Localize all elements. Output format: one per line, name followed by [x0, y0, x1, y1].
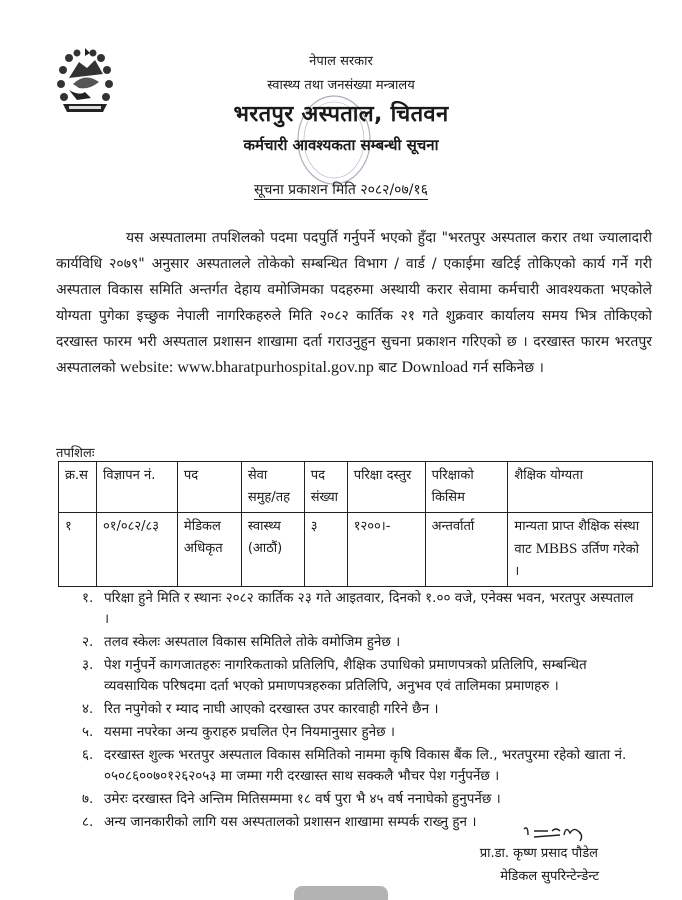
col-header-ad-no: विज्ञापन नं. — [96, 462, 177, 513]
note-item — [82, 632, 642, 653]
website-link[interactable]: website: www.bharatpurhospital.gov.np — [120, 359, 374, 376]
note-number: ३. — [82, 657, 94, 673]
qualification-degree: MBBS — [535, 541, 578, 557]
publish-date-text: सूचना प्रकाशन मिति २०८२/०७/१६ — [253, 182, 428, 198]
note-text: पेश गर्नुपर्ने कागजातहरुः नागरिकताको प्रतिलिपि, शैक्षिक उपाधिको प्रमाणपत्रको प्रतिलिपि, सम्बन्धित व्यवसायिक परिषदमा दर्ता भएको प्रमाणपत्रहरुका प्रतिलिपि, अनुभव एवं तालिमका प्रमाणहरु । — [104, 657, 587, 694]
note-text: दरखास्त शुल्क भरतपुर अस्पताल विकास समितिको नाममा कृषि विकास बैंक लि., भरतपुरमा रहेको खाता नं. ०५०८६००७०१२६२०५३ मा जम्मा गरी दरखास्त साथ सक्कलै भौचर पेश गर्नुपर्नेछ । — [104, 747, 627, 784]
col-header-sn: क्र.स — [59, 462, 97, 513]
qualification-text: मान्यता प्राप्त शैक्षिक संस्था वाट — [514, 519, 640, 557]
note-number: १. — [82, 590, 94, 606]
cell-post: मेडिकल अधिकृत — [177, 513, 241, 587]
paragraph-text-3: गर्न सकिनेछ । — [468, 360, 544, 376]
table-header-row — [59, 462, 653, 513]
signature-icon — [520, 823, 590, 845]
paragraph-text-2: बाट — [373, 360, 402, 376]
cell-ad-no: ०१/०८२/८३ — [96, 513, 177, 587]
note-text: यसमा नपरेका अन्य कुराहरु प्रचलित ऐन नियमानुसार हुनेछ । — [104, 724, 395, 740]
note-number: ५. — [82, 724, 94, 740]
note-item — [82, 655, 642, 697]
government-name: नेपाल सरकार — [309, 54, 373, 69]
cell-service: स्वास्थ्य (आठौं) — [241, 513, 304, 587]
note-text: तलव स्केलः अस्पताल विकास समितिले तोके वमोजिम हुनेछ । — [104, 634, 401, 650]
cell-fee: १२००।- — [347, 513, 425, 587]
note-text: रित नपुगेको र म्याद नाघी आएको दरखास्त उपर कारवाही गरिने छैन । — [104, 701, 439, 717]
details-label: तपशिलः — [56, 446, 95, 461]
download-word: Download — [401, 359, 469, 376]
paragraph-text: यस अस्पतालमा तपशिलको पदमा पदपुर्ति गर्नुपर्ने भएको हुँदा "भरतपुर अस्पताल करार तथा ज्यालादारी कार्यविधि २०७९" अनुसार अस्पतालले तोकेको सम्बन्धित विभाग / वार्ड / एकाईमा खटिई तोकिएको कार्य गर्ने गरी अस्पताल विकास समिति अन्तर्गत देहाय वमोजिमका पदहरुमा अस्थायी करार सेवामा कर्मचारी आवश्यकता भएकोले योग्यता पुगेका इच्छुक नेपाली नागरिकहरुले मिति २०८२ कार्तिक २१ गते शुक्रवार कार्यालय समय भित्र तोकिएको दरखास्त फारम भरी अस्पताल प्रशासन शाखामा दर्ता गराउनुहुन सुचना प्रकाशन गरिएको छ । दरखास्त फारम भरतपुर अस्पतालको — [56, 230, 652, 376]
col-header-service: सेवा समुह/तह — [241, 462, 304, 513]
col-header-qualification: शैक्षिक योग्यता — [508, 462, 653, 513]
cell-qualification — [508, 513, 653, 587]
note-number: ८. — [82, 814, 94, 830]
note-item — [82, 699, 642, 720]
vacancy-table — [58, 461, 653, 587]
hospital-name: भरतपुर अस्पताल, चितवन — [233, 102, 449, 127]
note-text: उमेरः दरखास्त दिने अन्तिम मितिसम्ममा १८ वर्ष पुरा भै ४५ वर्ष ननाघेको हुनुपर्नेछ । — [104, 791, 501, 807]
table-row — [59, 513, 653, 587]
notice-title: कर्मचारी आवश्यकता सम्बन्धी सूचना — [243, 136, 439, 154]
note-number: ७. — [82, 791, 94, 807]
qualification-text-2: उर्तिण गरेको । — [514, 542, 639, 579]
col-header-exam-type: परिक्षाको किसिम — [425, 462, 508, 513]
note-text: परिक्षा हुने मिति र स्थानः २०८२ कार्तिक २३ गते आइतवार, दिनको १.०० वजे, एनेक्स भवन, भरतपुर अस्पताल । — [104, 590, 634, 627]
publish-date — [0, 180, 682, 199]
note-number: २. — [82, 634, 94, 650]
note-item — [82, 722, 642, 743]
note-text: अन्य जानकारीको लागि यस अस्पतालको प्रशासन शाखामा सम्पर्क राख्नु हुन । — [104, 814, 477, 830]
ministry-name: स्वास्थ्य तथा जनसंख्या मन्त्रालय — [267, 78, 415, 93]
notice-paragraph — [56, 225, 652, 381]
notes-list — [82, 588, 642, 835]
col-header-post: पद — [177, 462, 241, 513]
col-header-count: पद संख्या — [304, 462, 347, 513]
note-item — [82, 588, 642, 630]
home-indicator[interactable] — [294, 886, 388, 900]
note-item — [82, 789, 642, 810]
signer-name: प्रा.डा. कृष्ण प्रसाद पौडेल — [479, 846, 598, 861]
signer-title: मेडिकल सुपरिन्टेन्डेन्ट — [500, 869, 599, 884]
col-header-fee: परिक्षा दस्तुर — [347, 462, 425, 513]
note-number: ४. — [82, 701, 94, 717]
note-item — [82, 745, 642, 787]
note-number: ६. — [82, 747, 94, 763]
cell-count: ३ — [304, 513, 347, 587]
cell-sn: १ — [59, 513, 97, 587]
cell-exam-type: अन्तर्वार्ता — [425, 513, 508, 587]
